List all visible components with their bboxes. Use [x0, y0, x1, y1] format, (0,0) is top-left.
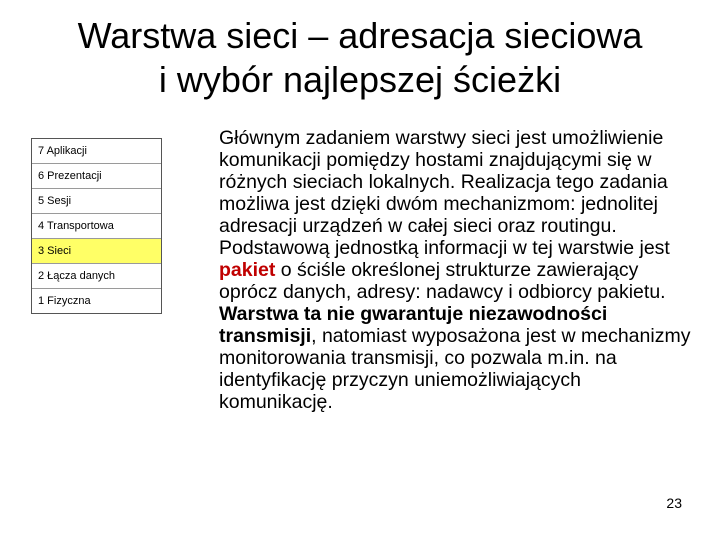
osi-model-stack: [31, 138, 162, 314]
body-text-part-3: o ściśle określonej strukturze zawierający oprócz danych, adresy: nadawcy i odbiorcy pakietu.: [219, 259, 666, 303]
osi-layer-network: 3 Sieci: [32, 239, 161, 264]
body-paragraph: [219, 127, 691, 413]
body-text-part-1: Głównym zadaniem warstwy sieci jest umożliwienie komunikacji pomiędzy hostami znajdującymi się w różnych sieciach lokalnych. Realizacja tego zadania możliwa jest dzięki dwóm mechanizmom: jednolitej adresacji urządzeń w całej sieci oraz routingu. Podstawową jednostką informacji w tej warstwie jest: [219, 127, 670, 259]
body-text-part-5: , natomiast wyposażona jest w mechanizmy monitorowania transmisji, co pozwala m.in. na identyfikację przyczyn uniemożliwiających komunikację.: [219, 325, 691, 413]
title-line-2: i wybór najlepszej ścieżki: [158, 59, 562, 100]
osi-layer-transport: 4 Transportowa: [32, 214, 161, 239]
osi-layer-session: 5 Sesji: [32, 189, 161, 214]
keyword-pakiet: pakiet: [219, 259, 276, 281]
osi-layer-application: 7 Aplikacji: [32, 139, 161, 164]
bold-statement: Warstwa ta nie gwarantuje niezawodności transmisji: [219, 303, 608, 347]
title-line-1: Warstwa sieci – adresacja sieciowa: [77, 15, 643, 56]
osi-layer-presentation: 6 Prezentacji: [32, 164, 161, 189]
osi-layer-data-link: 2 Łącza danych: [32, 264, 161, 289]
osi-layer-physical: 1 Fizyczna: [38, 295, 91, 307]
slide-title: [0, 14, 720, 102]
page-number: 23: [666, 495, 682, 511]
